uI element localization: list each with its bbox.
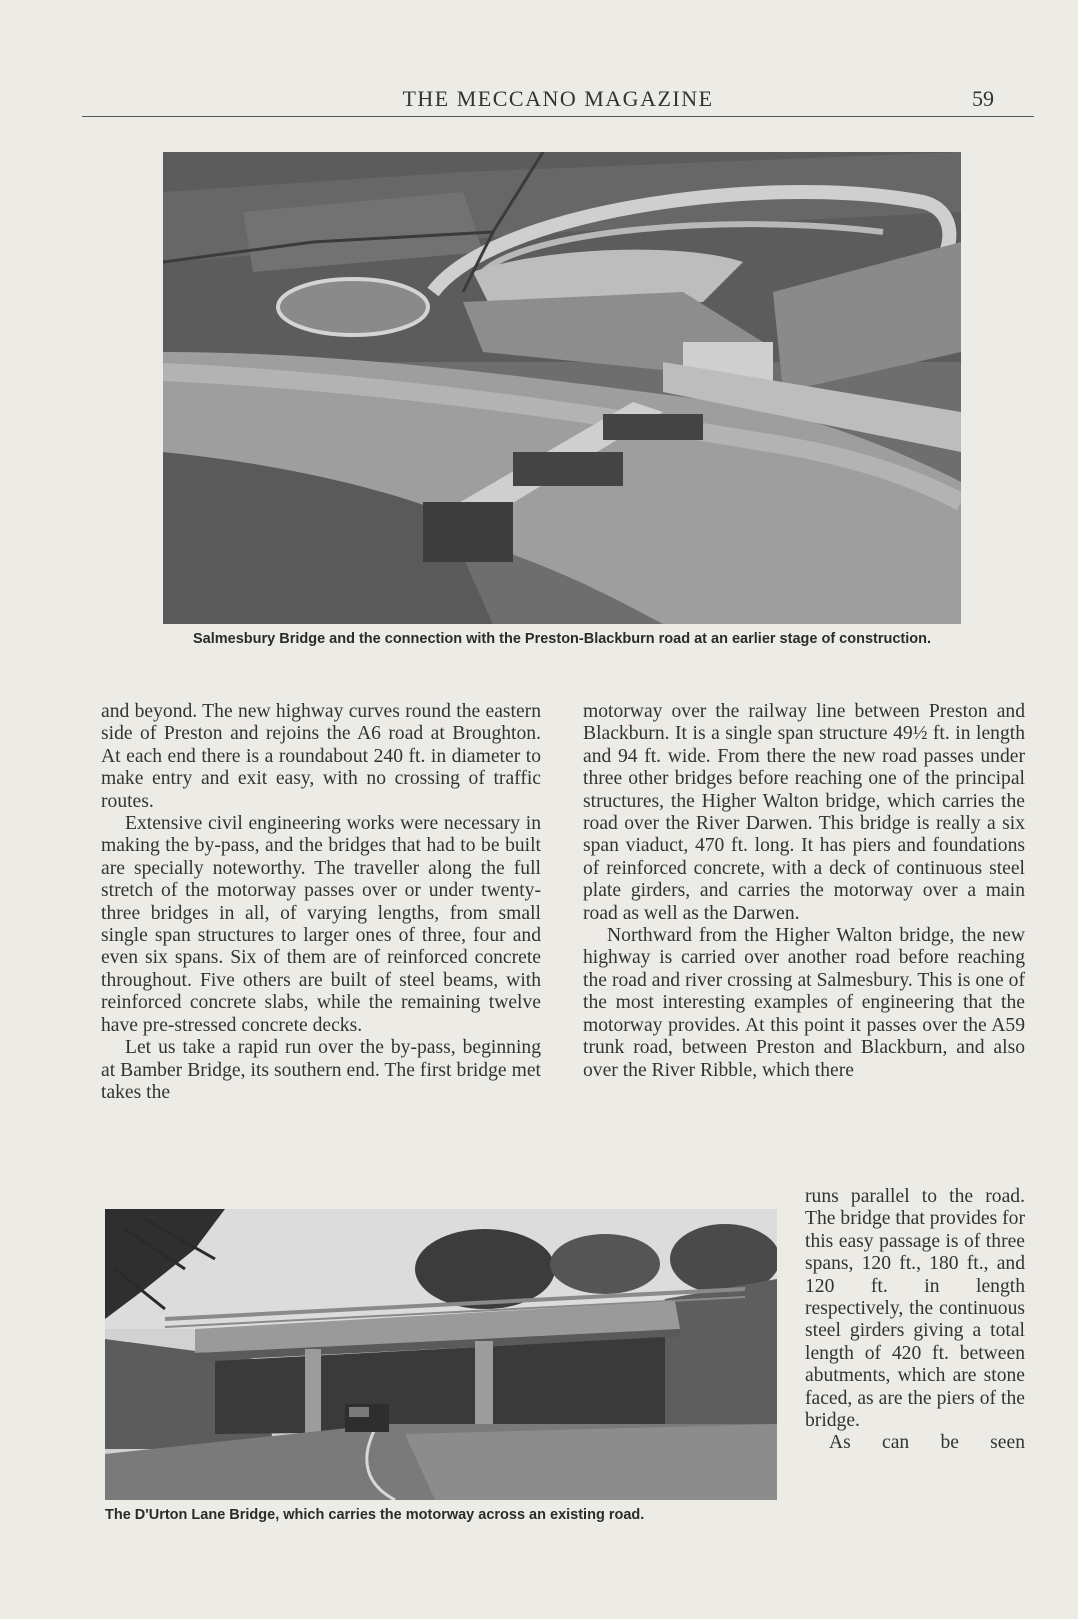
paragraph: Extensive civil engineering works were necessary in making the by-pass, and the bridges that had to be built are specially noteworthy. The traveller along the full stretch of the motorway passes over or under twenty-three bridges in all, of varying lengths, from small single span structures to larger ones of three, four and even six spans. Six of them are of reinforced concrete throughout. Five others are built of steel beams, with reinforced concrete slabs, while the remaining twelve have pre-stressed concrete decks. [101, 813, 541, 1036]
durton-lane-bridge-photo [105, 1209, 777, 1500]
salmesbury-bridge-photo [163, 152, 961, 624]
paragraph: Northward from the Higher Walton bridge, the new highway is carried over another road before reaching the road and river crossing at Salmesbury. This is one of the most interesting examples of engineering that the motorway provides. At this point it passes over the A59 trunk road, between Preston and Blackburn, and also over the River Ribble, which there [583, 925, 1025, 1081]
paragraph: runs parallel to the road. The bridge that provides for this easy passage is of three spans, 120 ft., 180 ft., and 120 ft. in length respectively, the continuous steel girders giving a total length of 420 ft. between abutments, which are stone faced, as are the piers of the bridge. [805, 1186, 1025, 1432]
paragraph: motorway over the railway line between Preston and Blackburn. It is a single span structure 49½ ft. in length and 94 ft. wide. From there the new road passes under three other bridges before reaching one of the principal structures, the Higher Walton bridge, which carries the road over the River Darwen. This bridge is really a six span viaduct, 470 ft. long. It has piers and foundations of reinforced concrete, with a deck of continuous steel plate girders, and carries the motorway over a main road as well as the Darwen. [583, 701, 1025, 924]
figure-caption-salmesbury: Salmesbury Bridge and the connection with the Preston-Blackburn road at an earlier stage of construction. [192, 631, 932, 647]
left-column [101, 701, 541, 1104]
running-head [82, 86, 1034, 117]
right-column [583, 701, 1025, 1082]
bridge-photo-illustration [105, 1209, 777, 1500]
figure-caption-durton-lane: The D'Urton Lane Bridge, which carries the motorway across an existing road. [105, 1507, 645, 1523]
paragraph: and beyond. The new highway curves round the eastern side of Preston and rejoins the A6 road at Broughton. At each end there is a roundabout 240 ft. in diameter to make entry and exit easy, with no crossing of traffic routes. [101, 701, 541, 812]
aerial-photo-illustration [163, 152, 961, 624]
right-column-continuation [805, 1186, 1025, 1455]
magazine-title: THE MECCANO MAGAZINE [402, 86, 714, 111]
page-number: 59 [972, 86, 994, 111]
paragraph: As can be seen [829, 1432, 1025, 1454]
paragraph: Let us take a rapid run over the by-pass, beginning at Bamber Bridge, its southern end. The first bridge met takes the [101, 1037, 541, 1103]
